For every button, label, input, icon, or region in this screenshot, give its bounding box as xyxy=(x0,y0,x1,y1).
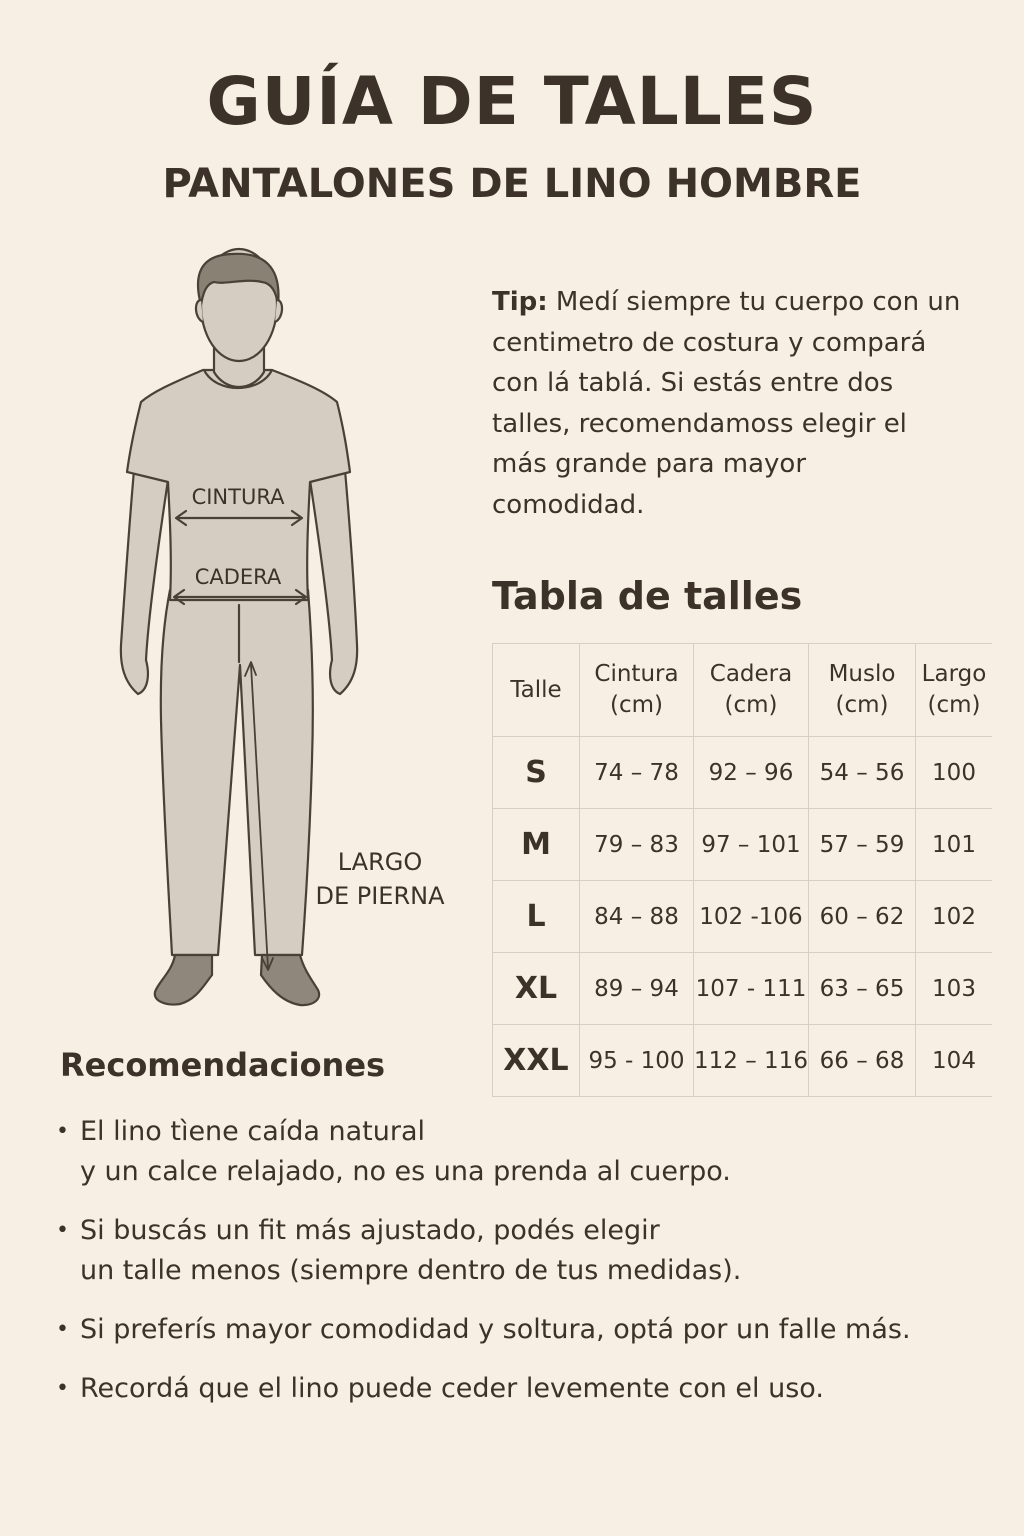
hip-cell: 102 -106 xyxy=(694,881,809,953)
waist-cell: 84 – 88 xyxy=(580,881,694,953)
size-cell: M xyxy=(493,809,580,881)
table-row xyxy=(493,737,993,809)
length-cell: 100 xyxy=(916,737,993,809)
recommendations-title: Recomendaciones xyxy=(60,1046,386,1084)
hip-cell: 92 – 96 xyxy=(694,737,809,809)
size-cell: S xyxy=(493,737,580,809)
leg-length-label-line1: LARGO xyxy=(337,848,423,876)
table-title: Tabla de talles xyxy=(492,574,803,618)
recommendations-list xyxy=(56,1112,986,1428)
thigh-cell: 63 – 65 xyxy=(809,953,916,1025)
thigh-cell: 60 – 62 xyxy=(809,881,916,953)
header-muslo: Muslo (cm) xyxy=(809,644,916,737)
leg-length-label-line2: DE PIERNA xyxy=(315,882,445,910)
header-cadera: Cadera (cm) xyxy=(694,644,809,737)
length-cell: 101 xyxy=(916,809,993,881)
thigh-cell: 66 – 68 xyxy=(809,1025,916,1097)
table-row xyxy=(493,809,993,881)
hip-label: CADERA xyxy=(194,565,282,589)
size-cell: XXL xyxy=(493,1025,580,1097)
length-cell: 102 xyxy=(916,881,993,953)
length-cell: 104 xyxy=(916,1025,993,1097)
thigh-cell: 54 – 56 xyxy=(809,737,916,809)
recommendation-item: • Si buscás un fit más ajustado, podés elegir un talle menos (siempre dentro de tus medidas). xyxy=(56,1211,986,1291)
table-header-row xyxy=(493,644,993,737)
waist-cell: 89 – 94 xyxy=(580,953,694,1025)
page-subtitle: PANTALONES DE LINO HOMBRE xyxy=(162,161,862,207)
hip-cell: 97 – 101 xyxy=(694,809,809,881)
recommendation-item: • Recordá que el lino puede ceder levemente con el uso. xyxy=(56,1369,986,1409)
waist-label: CINTURA xyxy=(191,485,285,509)
header-largo: Largo (cm) xyxy=(916,644,993,737)
body-measurement-figure xyxy=(100,245,460,1025)
tip-text xyxy=(492,282,962,525)
recommendation-item: • Si preferís mayor comodidad y soltura, optá por un falle más. xyxy=(56,1310,986,1350)
hip-cell: 112 – 116 xyxy=(694,1025,809,1097)
waist-cell: 74 – 78 xyxy=(580,737,694,809)
header-talle: Talle xyxy=(493,644,580,737)
page-title: GUÍA DE TALLES xyxy=(206,63,818,140)
size-cell: L xyxy=(493,881,580,953)
tip-label: Tip: xyxy=(492,287,548,317)
table-row xyxy=(493,953,993,1025)
recommendation-item: • El lino tìene caída natural y un calce relajado, no es una prenda al cuerpo. xyxy=(56,1112,986,1192)
waist-cell: 79 – 83 xyxy=(580,809,694,881)
thigh-cell: 57 – 59 xyxy=(809,809,916,881)
length-cell: 103 xyxy=(916,953,993,1025)
hip-cell: 107 - 111 xyxy=(694,953,809,1025)
tip-body: Medí siempre tu cuerpo con un centimetro de costura y compará con lá tablá. Si estás entre dos talles, recomendamoss elegir el más grande para mayor comodidad. xyxy=(492,287,961,520)
size-table xyxy=(492,643,992,1097)
header-cintura: Cintura (cm) xyxy=(580,644,694,737)
table-row xyxy=(493,881,993,953)
table-row xyxy=(493,1025,993,1097)
size-cell: XL xyxy=(493,953,580,1025)
leg-length-label xyxy=(305,845,455,913)
waist-cell: 95 - 100 xyxy=(580,1025,694,1097)
